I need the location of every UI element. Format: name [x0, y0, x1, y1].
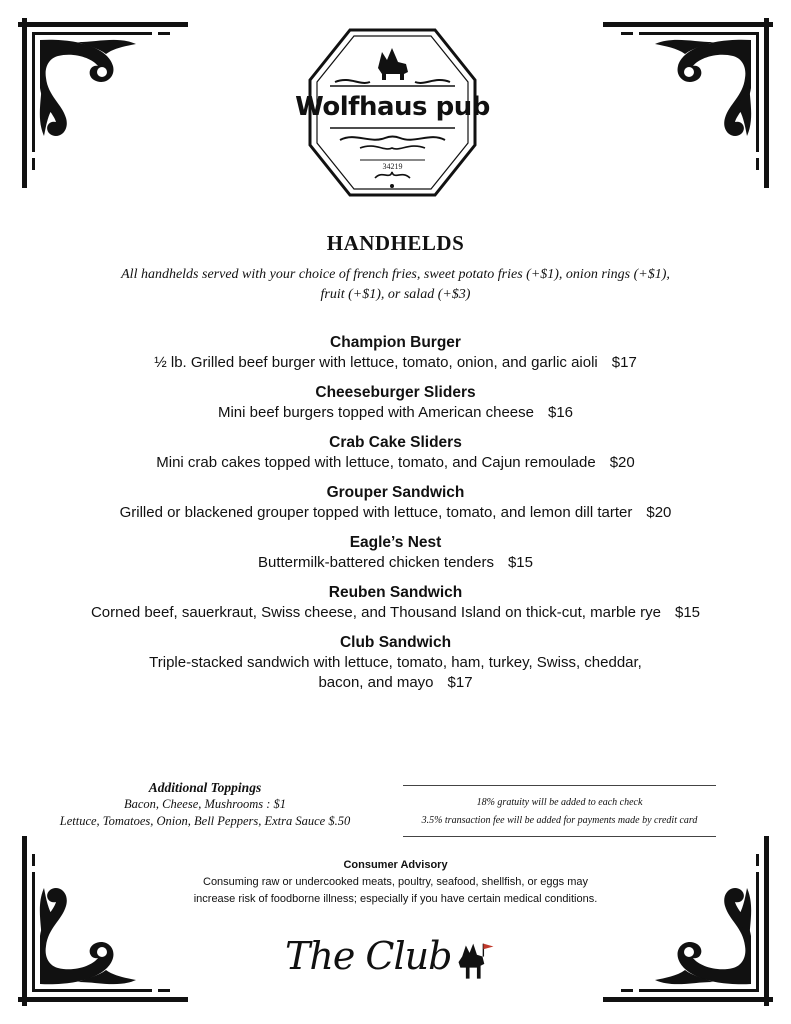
item-description: [40, 553, 751, 573]
item-description: [40, 503, 751, 523]
toppings-title: Additional Toppings: [148, 780, 262, 795]
pub-name: Wolfhaus pub: [295, 92, 490, 122]
item-description: [40, 453, 751, 473]
club-logo: [285, 934, 505, 994]
menu-item: [40, 483, 751, 523]
subtitle-line: fruit (+$1), or salad (+$3): [320, 287, 471, 302]
subtitle-line: All handhelds served with your choice of french fries, sweet potato fries (+$1), onion rings (+$1),: [121, 267, 670, 282]
toppings-line: Bacon, Cheese, Mushrooms : $1: [123, 797, 286, 811]
item-name: Grouper Sandwich: [326, 484, 465, 501]
menu-item: [40, 533, 751, 573]
transaction-fee-note: 3.5% transaction fee will be added for payments made by credit card: [421, 815, 698, 826]
additional-toppings: [55, 779, 355, 830]
corner-ornament-top-right: [598, 18, 773, 193]
item-desc-text: Mini crab cakes topped with lettuce, tomato, and Cajun remoulade: [156, 454, 596, 471]
menu-item: [40, 333, 751, 373]
toppings-line: Lettuce, Tomatoes, Onion, Bell Peppers, Extra Sauce $.50: [59, 814, 351, 828]
item-price: $15: [675, 604, 701, 621]
menu-item: [40, 583, 751, 623]
item-description-cont: [40, 673, 751, 693]
advisory-line: increase risk of foodborne illness; especially if you have certain medical conditions.: [193, 893, 598, 905]
ornament-icon: [18, 18, 193, 193]
pub-number: 34219: [382, 162, 403, 171]
item-description: [40, 353, 751, 373]
item-name: Crab Cake Sliders: [329, 434, 462, 451]
corner-ornament-top-left: [18, 18, 193, 193]
section-title: HANDHELDS: [326, 231, 465, 255]
item-name: Cheeseburger Sliders: [315, 384, 476, 401]
item-desc-text: Buttermilk-battered chicken tenders: [258, 554, 494, 571]
menu-item: [40, 383, 751, 423]
item-description: [40, 403, 751, 423]
item-price: $17: [611, 354, 637, 371]
item-description: [40, 653, 751, 673]
menu-item: [40, 433, 751, 473]
item-price: $20: [609, 454, 635, 471]
item-name: Reuben Sandwich: [328, 584, 463, 601]
menu-items: [40, 333, 751, 703]
consumer-advisory: [150, 857, 641, 908]
pub-logo: [290, 10, 495, 215]
item-name: Champion Burger: [330, 334, 461, 351]
item-price: $17: [447, 674, 473, 691]
wolf-icon: [378, 48, 408, 80]
item-desc-text: bacon, and mayo: [318, 674, 434, 691]
item-desc-text: Corned beef, sauerkraut, Swiss cheese, and Thousand Island on thick-cut, marble rye: [90, 604, 661, 621]
item-price: $15: [507, 554, 533, 571]
item-desc-text: Triple-stacked sandwich with lettuce, tomato, ham, turkey, Swiss, cheddar,: [149, 654, 642, 671]
item-name: Eagle’s Nest: [349, 534, 442, 551]
ornament-icon: [598, 18, 773, 193]
item-price: $20: [646, 504, 672, 521]
item-desc-text: Grilled or blackened grouper topped with lettuce, tomato, and lemon dill tarter: [119, 504, 633, 521]
section-subtitle: [110, 265, 681, 305]
item-desc-text: ½ lb. Grilled beef burger with lettuce, tomato, onion, and garlic aioli: [154, 354, 598, 371]
item-description: [40, 603, 751, 623]
item-price: $16: [547, 404, 574, 421]
gratuity-note: 18% gratuity will be added to each check: [476, 797, 643, 808]
advisory-line: Consuming raw or undercooked meats, poultry, seafood, shellfish, or eggs may: [203, 876, 588, 888]
item-desc-text: Mini beef burgers topped with American cheese: [217, 404, 534, 421]
menu-item: [40, 633, 751, 693]
fees-notice: [403, 785, 716, 837]
item-name: Club Sandwich: [339, 634, 452, 651]
advisory-title: Consumer Advisory: [343, 859, 448, 871]
club-brand-text: The Club: [285, 934, 452, 978]
wolf-icon: [453, 940, 499, 986]
